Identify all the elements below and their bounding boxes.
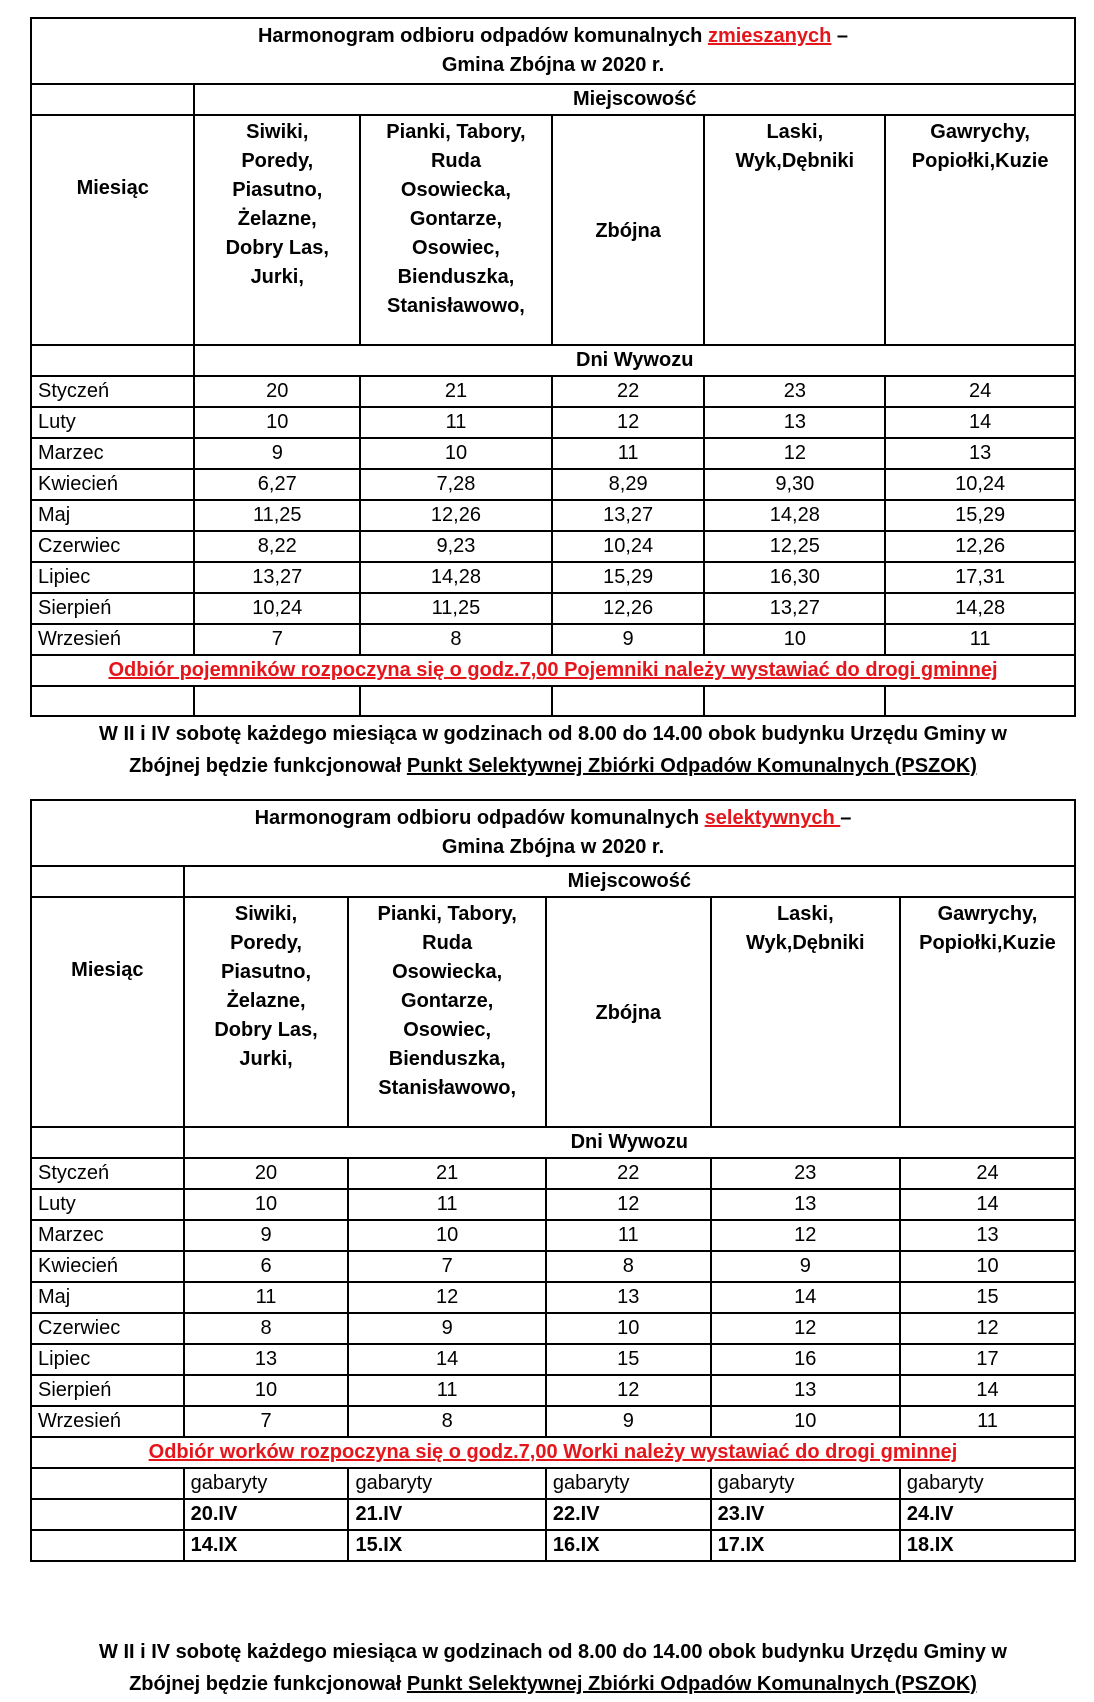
table-row bbox=[31, 531, 1075, 562]
table-row bbox=[31, 593, 1075, 624]
bulky-label: gabaryty bbox=[900, 1468, 1075, 1499]
table-title: Harmonogram odbioru odpadów komunalnych zmieszanych – Gmina Zbójna w 2020 r. bbox=[31, 18, 1075, 84]
day-cell: 9 bbox=[348, 1313, 545, 1344]
day-cell: 11 bbox=[885, 624, 1075, 655]
month-cell: Styczeń bbox=[31, 376, 194, 407]
bulky-date: 14.IX bbox=[184, 1530, 349, 1561]
day-cell: 13,27 bbox=[194, 562, 360, 593]
day-cell: 15 bbox=[546, 1344, 711, 1375]
bulky-row bbox=[31, 1499, 1075, 1530]
locality-name: Jurki, bbox=[250, 266, 304, 288]
day-cell: 15,29 bbox=[552, 562, 705, 593]
bulky-label: gabaryty bbox=[348, 1468, 545, 1499]
day-cell: 21 bbox=[360, 376, 552, 407]
day-cell: 17 bbox=[900, 1344, 1075, 1375]
day-cell: 12 bbox=[348, 1282, 545, 1313]
notice-row: Odbiór worków rozpoczyna się o godz.7,00 Worki należy wystawiać do drogi gminnej bbox=[31, 1437, 1075, 1468]
locality-name: Osowiec, bbox=[403, 1019, 492, 1041]
locality-name: Zbójna bbox=[595, 219, 661, 242]
day-cell: 9 bbox=[194, 438, 360, 469]
locality-header: Miejscowość bbox=[194, 84, 1075, 115]
locality-name: Jurki, bbox=[239, 1048, 293, 1070]
schedule-table-mixed bbox=[30, 17, 1076, 717]
table-row bbox=[31, 1220, 1075, 1251]
bulky-row bbox=[31, 1530, 1075, 1561]
day-cell: 11 bbox=[348, 1189, 545, 1220]
days-header: Dni Wywozu bbox=[184, 1127, 1075, 1158]
day-cell: 8 bbox=[184, 1313, 349, 1344]
day-cell: 14,28 bbox=[704, 500, 885, 531]
day-cell: 17,31 bbox=[885, 562, 1075, 593]
locality-name: Dobry Las, bbox=[214, 1019, 318, 1041]
locality-name: Piasutno, bbox=[221, 961, 312, 983]
bulky-label: gabaryty bbox=[546, 1468, 711, 1499]
table-row bbox=[31, 562, 1075, 593]
day-cell: 10 bbox=[546, 1313, 711, 1344]
table-row bbox=[31, 407, 1075, 438]
table-row bbox=[31, 438, 1075, 469]
day-cell: 14,28 bbox=[360, 562, 552, 593]
day-cell: 10 bbox=[704, 624, 885, 655]
locality-name: Zbójna bbox=[595, 1001, 662, 1024]
day-cell: 10 bbox=[184, 1375, 349, 1406]
schedule-table-selective bbox=[30, 799, 1076, 1562]
day-cell: 10 bbox=[184, 1189, 349, 1220]
bulky-label: gabaryty bbox=[711, 1468, 900, 1499]
locality-name: Gawrychy, bbox=[930, 121, 1030, 143]
locality-cell bbox=[546, 897, 711, 1127]
locality-cell bbox=[194, 115, 360, 345]
bulky-date: 22.IV bbox=[546, 1499, 711, 1530]
month-cell: Styczeń bbox=[31, 1158, 184, 1189]
locality-name: Pianki, Tabory, bbox=[377, 903, 517, 925]
locality-name: Ruda bbox=[430, 150, 481, 172]
day-cell: 9 bbox=[711, 1251, 900, 1282]
month-cell: Maj bbox=[31, 1282, 184, 1313]
locality-name: Stanisławowo, bbox=[378, 1077, 517, 1099]
day-cell: 11 bbox=[552, 438, 705, 469]
locality-name: Siwiki, bbox=[246, 121, 309, 143]
day-cell: 11 bbox=[360, 407, 552, 438]
day-cell: 20 bbox=[184, 1158, 349, 1189]
day-cell: 24 bbox=[885, 376, 1075, 407]
locality-name: Bienduszka, bbox=[388, 1048, 506, 1070]
pszok-name: Punkt Selektywnej Zbiórki Odpadów Komunalnych (PSZOK) bbox=[406, 755, 977, 777]
day-cell: 13 bbox=[885, 438, 1075, 469]
locality-cell bbox=[711, 897, 900, 1127]
day-cell: 10 bbox=[711, 1406, 900, 1437]
table-row bbox=[31, 469, 1075, 500]
waste-type-highlight: zmieszanych bbox=[707, 25, 832, 47]
table-row bbox=[31, 624, 1075, 655]
locality-name: Popiołki,Kuzie bbox=[911, 150, 1049, 172]
month-cell: Lipiec bbox=[31, 1344, 184, 1375]
day-cell: 12,26 bbox=[552, 593, 705, 624]
day-cell: 9 bbox=[546, 1406, 711, 1437]
day-cell: 23 bbox=[711, 1158, 900, 1189]
day-cell: 12 bbox=[711, 1313, 900, 1344]
day-cell: 10 bbox=[194, 407, 360, 438]
locality-name: Laski, bbox=[766, 121, 824, 143]
bulky-date: 23.IV bbox=[711, 1499, 900, 1530]
table-row bbox=[31, 1158, 1075, 1189]
day-cell: 11,25 bbox=[194, 500, 360, 531]
day-cell: 21 bbox=[348, 1158, 545, 1189]
table-row bbox=[31, 376, 1075, 407]
locality-cell bbox=[360, 115, 552, 345]
day-cell: 13 bbox=[704, 407, 885, 438]
day-cell: 10,24 bbox=[552, 531, 705, 562]
table-row bbox=[31, 1251, 1075, 1282]
locality-name: Gawrychy, bbox=[937, 903, 1038, 925]
day-cell: 11,25 bbox=[360, 593, 552, 624]
day-cell: 24 bbox=[900, 1158, 1075, 1189]
locality-name: Popiołki,Kuzie bbox=[919, 932, 1056, 954]
month-cell: Kwiecień bbox=[31, 469, 194, 500]
day-cell: 14,28 bbox=[885, 593, 1075, 624]
locality-name: Wyk,Dębniki bbox=[735, 150, 855, 172]
table-title: Harmonogram odbioru odpadów komunalnych selektywnych – Gmina Zbójna w 2020 r. bbox=[31, 800, 1075, 866]
locality-name: Żelazne, bbox=[237, 208, 317, 230]
day-cell: 7 bbox=[194, 624, 360, 655]
locality-name: Piasutno, bbox=[232, 179, 323, 201]
bulky-date: 21.IV bbox=[348, 1499, 545, 1530]
day-cell: 6 bbox=[184, 1251, 349, 1282]
locality-cell bbox=[552, 115, 705, 345]
day-cell: 15,29 bbox=[885, 500, 1075, 531]
day-cell: 13 bbox=[900, 1220, 1075, 1251]
locality-name: Gontarze, bbox=[401, 990, 494, 1012]
bulky-date: 20.IV bbox=[184, 1499, 349, 1530]
bulky-date: 24.IV bbox=[900, 1499, 1075, 1530]
day-cell: 11 bbox=[900, 1406, 1075, 1437]
day-cell: 10 bbox=[900, 1251, 1075, 1282]
day-cell: 11 bbox=[348, 1375, 545, 1406]
day-cell: 14 bbox=[900, 1375, 1075, 1406]
month-cell: Kwiecień bbox=[31, 1251, 184, 1282]
locality-name: Osowiecka, bbox=[392, 961, 503, 983]
day-cell: 11 bbox=[546, 1220, 711, 1251]
day-cell: 22 bbox=[546, 1158, 711, 1189]
locality-name: Stanisławowo, bbox=[387, 295, 525, 317]
locality-name: Żelazne, bbox=[226, 990, 306, 1012]
table-row bbox=[31, 1406, 1075, 1437]
day-cell: 12 bbox=[546, 1189, 711, 1220]
day-cell: 16,30 bbox=[704, 562, 885, 593]
locality-name: Ruda bbox=[422, 932, 473, 954]
day-cell: 20 bbox=[194, 376, 360, 407]
day-cell: 14 bbox=[348, 1344, 545, 1375]
day-cell: 23 bbox=[704, 376, 885, 407]
locality-name: Wyk,Dębniki bbox=[746, 932, 865, 954]
bulky-row bbox=[31, 1468, 1075, 1499]
locality-name: Dobry Las, bbox=[225, 237, 329, 259]
bulky-date: 18.IX bbox=[900, 1530, 1075, 1561]
table-row bbox=[31, 500, 1075, 531]
day-cell: 13 bbox=[184, 1344, 349, 1375]
waste-type-highlight: selektywnych bbox=[704, 807, 841, 829]
day-cell: 8 bbox=[360, 624, 552, 655]
locality-name: Poredy, bbox=[230, 932, 302, 954]
table-row bbox=[31, 1189, 1075, 1220]
locality-cell bbox=[184, 897, 349, 1127]
day-cell: 16 bbox=[711, 1344, 900, 1375]
month-cell: Marzec bbox=[31, 1220, 184, 1251]
day-cell: 22 bbox=[552, 376, 705, 407]
locality-name: Osowiecka, bbox=[400, 179, 511, 201]
day-cell: 13,27 bbox=[704, 593, 885, 624]
pszok-note: W II i IV sobotę każdego miesiąca w godzinach od 8.00 do 14.00 obok budynku Urzędu Gminy w Zbójnej będzie funkcjonował Punkt Selektywnej Zbiórki Odpadów Komunalnych (PSZOK) bbox=[99, 1641, 1007, 1695]
day-cell: 9,30 bbox=[704, 469, 885, 500]
day-cell: 7 bbox=[348, 1251, 545, 1282]
table-row bbox=[31, 1375, 1075, 1406]
day-cell: 10,24 bbox=[885, 469, 1075, 500]
table-row bbox=[31, 1313, 1075, 1344]
month-cell: Sierpień bbox=[31, 1375, 184, 1406]
day-cell: 12 bbox=[546, 1375, 711, 1406]
day-cell: 7 bbox=[184, 1406, 349, 1437]
pszok-note: W II i IV sobotę każdego miesiąca w godzinach od 8.00 do 14.00 obok budynku Urzędu Gminy w Zbójnej będzie funkcjonował Punkt Selektywnej Zbiórki Odpadów Komunalnych (PSZOK) bbox=[99, 723, 1007, 777]
day-cell: 13,27 bbox=[552, 500, 705, 531]
pszok-name: Punkt Selektywnej Zbiórki Odpadów Komunalnych (PSZOK) bbox=[406, 1673, 977, 1695]
day-cell: 12,26 bbox=[360, 500, 552, 531]
day-cell: 12 bbox=[711, 1220, 900, 1251]
table-row bbox=[31, 1282, 1075, 1313]
table-row bbox=[31, 1344, 1075, 1375]
locality-name: Pianki, Tabory, bbox=[386, 121, 526, 143]
day-cell: 8,29 bbox=[552, 469, 705, 500]
month-cell: Czerwiec bbox=[31, 531, 194, 562]
day-cell: 11 bbox=[184, 1282, 349, 1313]
month-cell: Sierpień bbox=[31, 593, 194, 624]
month-cell: Wrzesień bbox=[31, 624, 194, 655]
locality-name: Gontarze, bbox=[409, 208, 503, 230]
month-cell: Lipiec bbox=[31, 562, 194, 593]
month-cell: Czerwiec bbox=[31, 1313, 184, 1344]
locality-name: Bienduszka, bbox=[397, 266, 515, 288]
day-cell: 12 bbox=[552, 407, 705, 438]
locality-name: Laski, bbox=[776, 903, 834, 925]
day-cell: 10 bbox=[348, 1220, 545, 1251]
day-cell: 6,27 bbox=[194, 469, 360, 500]
day-cell: 15 bbox=[900, 1282, 1075, 1313]
month-cell: Luty bbox=[31, 1189, 184, 1220]
day-cell: 10,24 bbox=[194, 593, 360, 624]
day-cell: 7,28 bbox=[360, 469, 552, 500]
day-cell: 9,23 bbox=[360, 531, 552, 562]
day-cell: 13 bbox=[546, 1282, 711, 1313]
locality-header: Miejscowość bbox=[184, 866, 1075, 897]
locality-name: Siwiki, bbox=[234, 903, 298, 925]
day-cell: 13 bbox=[711, 1189, 900, 1220]
days-header: Dni Wywozu bbox=[194, 345, 1075, 376]
locality-cell bbox=[900, 897, 1075, 1127]
day-cell: 8,22 bbox=[194, 531, 360, 562]
bulky-label: gabaryty bbox=[184, 1468, 349, 1499]
month-cell: Wrzesień bbox=[31, 1406, 184, 1437]
day-cell: 13 bbox=[711, 1375, 900, 1406]
day-cell: 14 bbox=[885, 407, 1075, 438]
month-header: Miesiąc bbox=[31, 115, 194, 345]
day-cell: 12,26 bbox=[885, 531, 1075, 562]
month-header: Miesiąc bbox=[31, 897, 184, 1127]
bulky-date: 16.IX bbox=[546, 1530, 711, 1561]
day-cell: 8 bbox=[546, 1251, 711, 1282]
day-cell: 8 bbox=[348, 1406, 545, 1437]
day-cell: 14 bbox=[900, 1189, 1075, 1220]
locality-cell bbox=[348, 897, 545, 1127]
locality-cell bbox=[885, 115, 1075, 345]
locality-cell bbox=[704, 115, 885, 345]
day-cell: 12 bbox=[704, 438, 885, 469]
month-cell: Marzec bbox=[31, 438, 194, 469]
day-cell: 12 bbox=[900, 1313, 1075, 1344]
month-cell: Luty bbox=[31, 407, 194, 438]
day-cell: 14 bbox=[711, 1282, 900, 1313]
locality-name: Poredy, bbox=[241, 150, 314, 172]
day-cell: 9 bbox=[184, 1220, 349, 1251]
locality-name: Osowiec, bbox=[412, 237, 500, 259]
notice-row: Odbiór pojemników rozpoczyna się o godz.7,00 Pojemniki należy wystawiać do drogi gminnej bbox=[31, 655, 1075, 686]
day-cell: 12,25 bbox=[704, 531, 885, 562]
month-cell: Maj bbox=[31, 500, 194, 531]
day-cell: 9 bbox=[552, 624, 705, 655]
day-cell: 10 bbox=[360, 438, 552, 469]
bulky-date: 15.IX bbox=[348, 1530, 545, 1561]
bulky-date: 17.IX bbox=[711, 1530, 900, 1561]
